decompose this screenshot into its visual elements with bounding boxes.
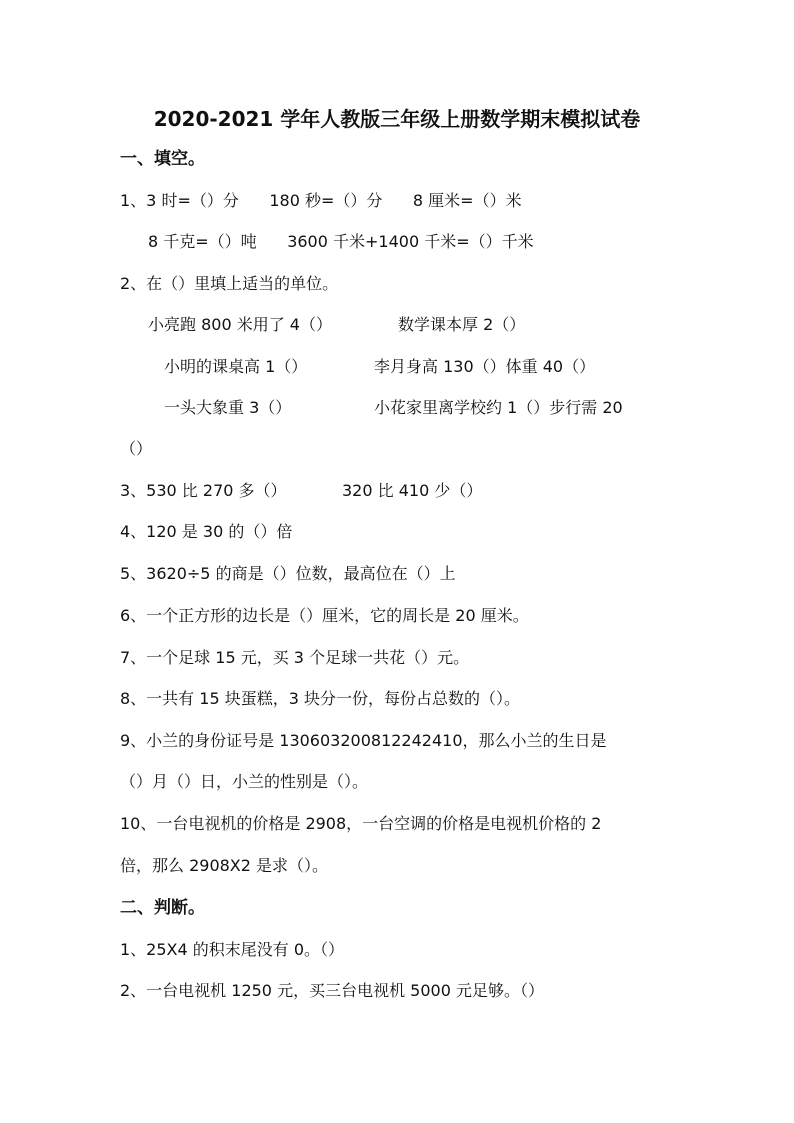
question-line: （） [120, 439, 153, 458]
section-heading-fill-in: 一、填空。 [120, 149, 205, 169]
question-line: 2、在（）里填上适当的单位。 [120, 274, 339, 293]
question-line: 2、一台电视机 1250 元，买三台电视机 5000 元足够。（） [120, 981, 544, 1000]
section-heading-judgement: 二、判断。 [120, 898, 205, 918]
question-line: 5、3620÷5 的商是（）位数，最高位在（）上 [120, 564, 456, 583]
question-line: 1、3 时=（）分 180 秒=（）分 8 厘米=（）米 [120, 191, 522, 210]
question-line: 7、一个足球 15 元，买 3 个足球一共花（）元。 [120, 648, 470, 667]
question-line: 320 比 410 少（） [342, 481, 483, 500]
question-line: 9、小兰的身份证号是 130603200812242410，那么小兰的生日是 [120, 731, 607, 750]
question-line: 一头大象重 3（） [164, 398, 292, 417]
question-line: 10、一台电视机的价格是 2908，一台空调的价格是电视机价格的 2 [120, 814, 602, 833]
question-line: 小明的课桌高 1（） [164, 357, 308, 376]
page-title: 2020-2021 学年人教版三年级上册数学期末模拟试卷 [153, 107, 641, 131]
question-line: 1、25X4 的积末尾没有 0。（） [120, 940, 345, 959]
question-line: 8、一共有 15 块蛋糕，3 块分一份，每份占总数的（）。 [120, 689, 520, 708]
question-line: 李月身高 130（）体重 40（） [374, 357, 596, 376]
question-line: 6、一个正方形的边长是（）厘米，它的周长是 20 厘米。 [120, 606, 529, 625]
question-line: 数学课本厚 2（） [398, 315, 526, 334]
question-line: 小花家里离学校约 1（）步行需 20 [374, 398, 623, 417]
question-line: 3、530 比 270 多（） [120, 481, 287, 500]
question-line: （）月（）日，小兰的性别是（）。 [120, 772, 369, 791]
question-line: 4、120 是 30 的（）倍 [120, 522, 293, 541]
question-line: 小亮跑 800 米用了 4（） [148, 315, 332, 334]
question-line: 8 千克=（）吨 3600 千米+1400 千米=（）千米 [148, 232, 534, 251]
question-line: 倍，那么 2908X2 是求（）。 [120, 856, 329, 875]
